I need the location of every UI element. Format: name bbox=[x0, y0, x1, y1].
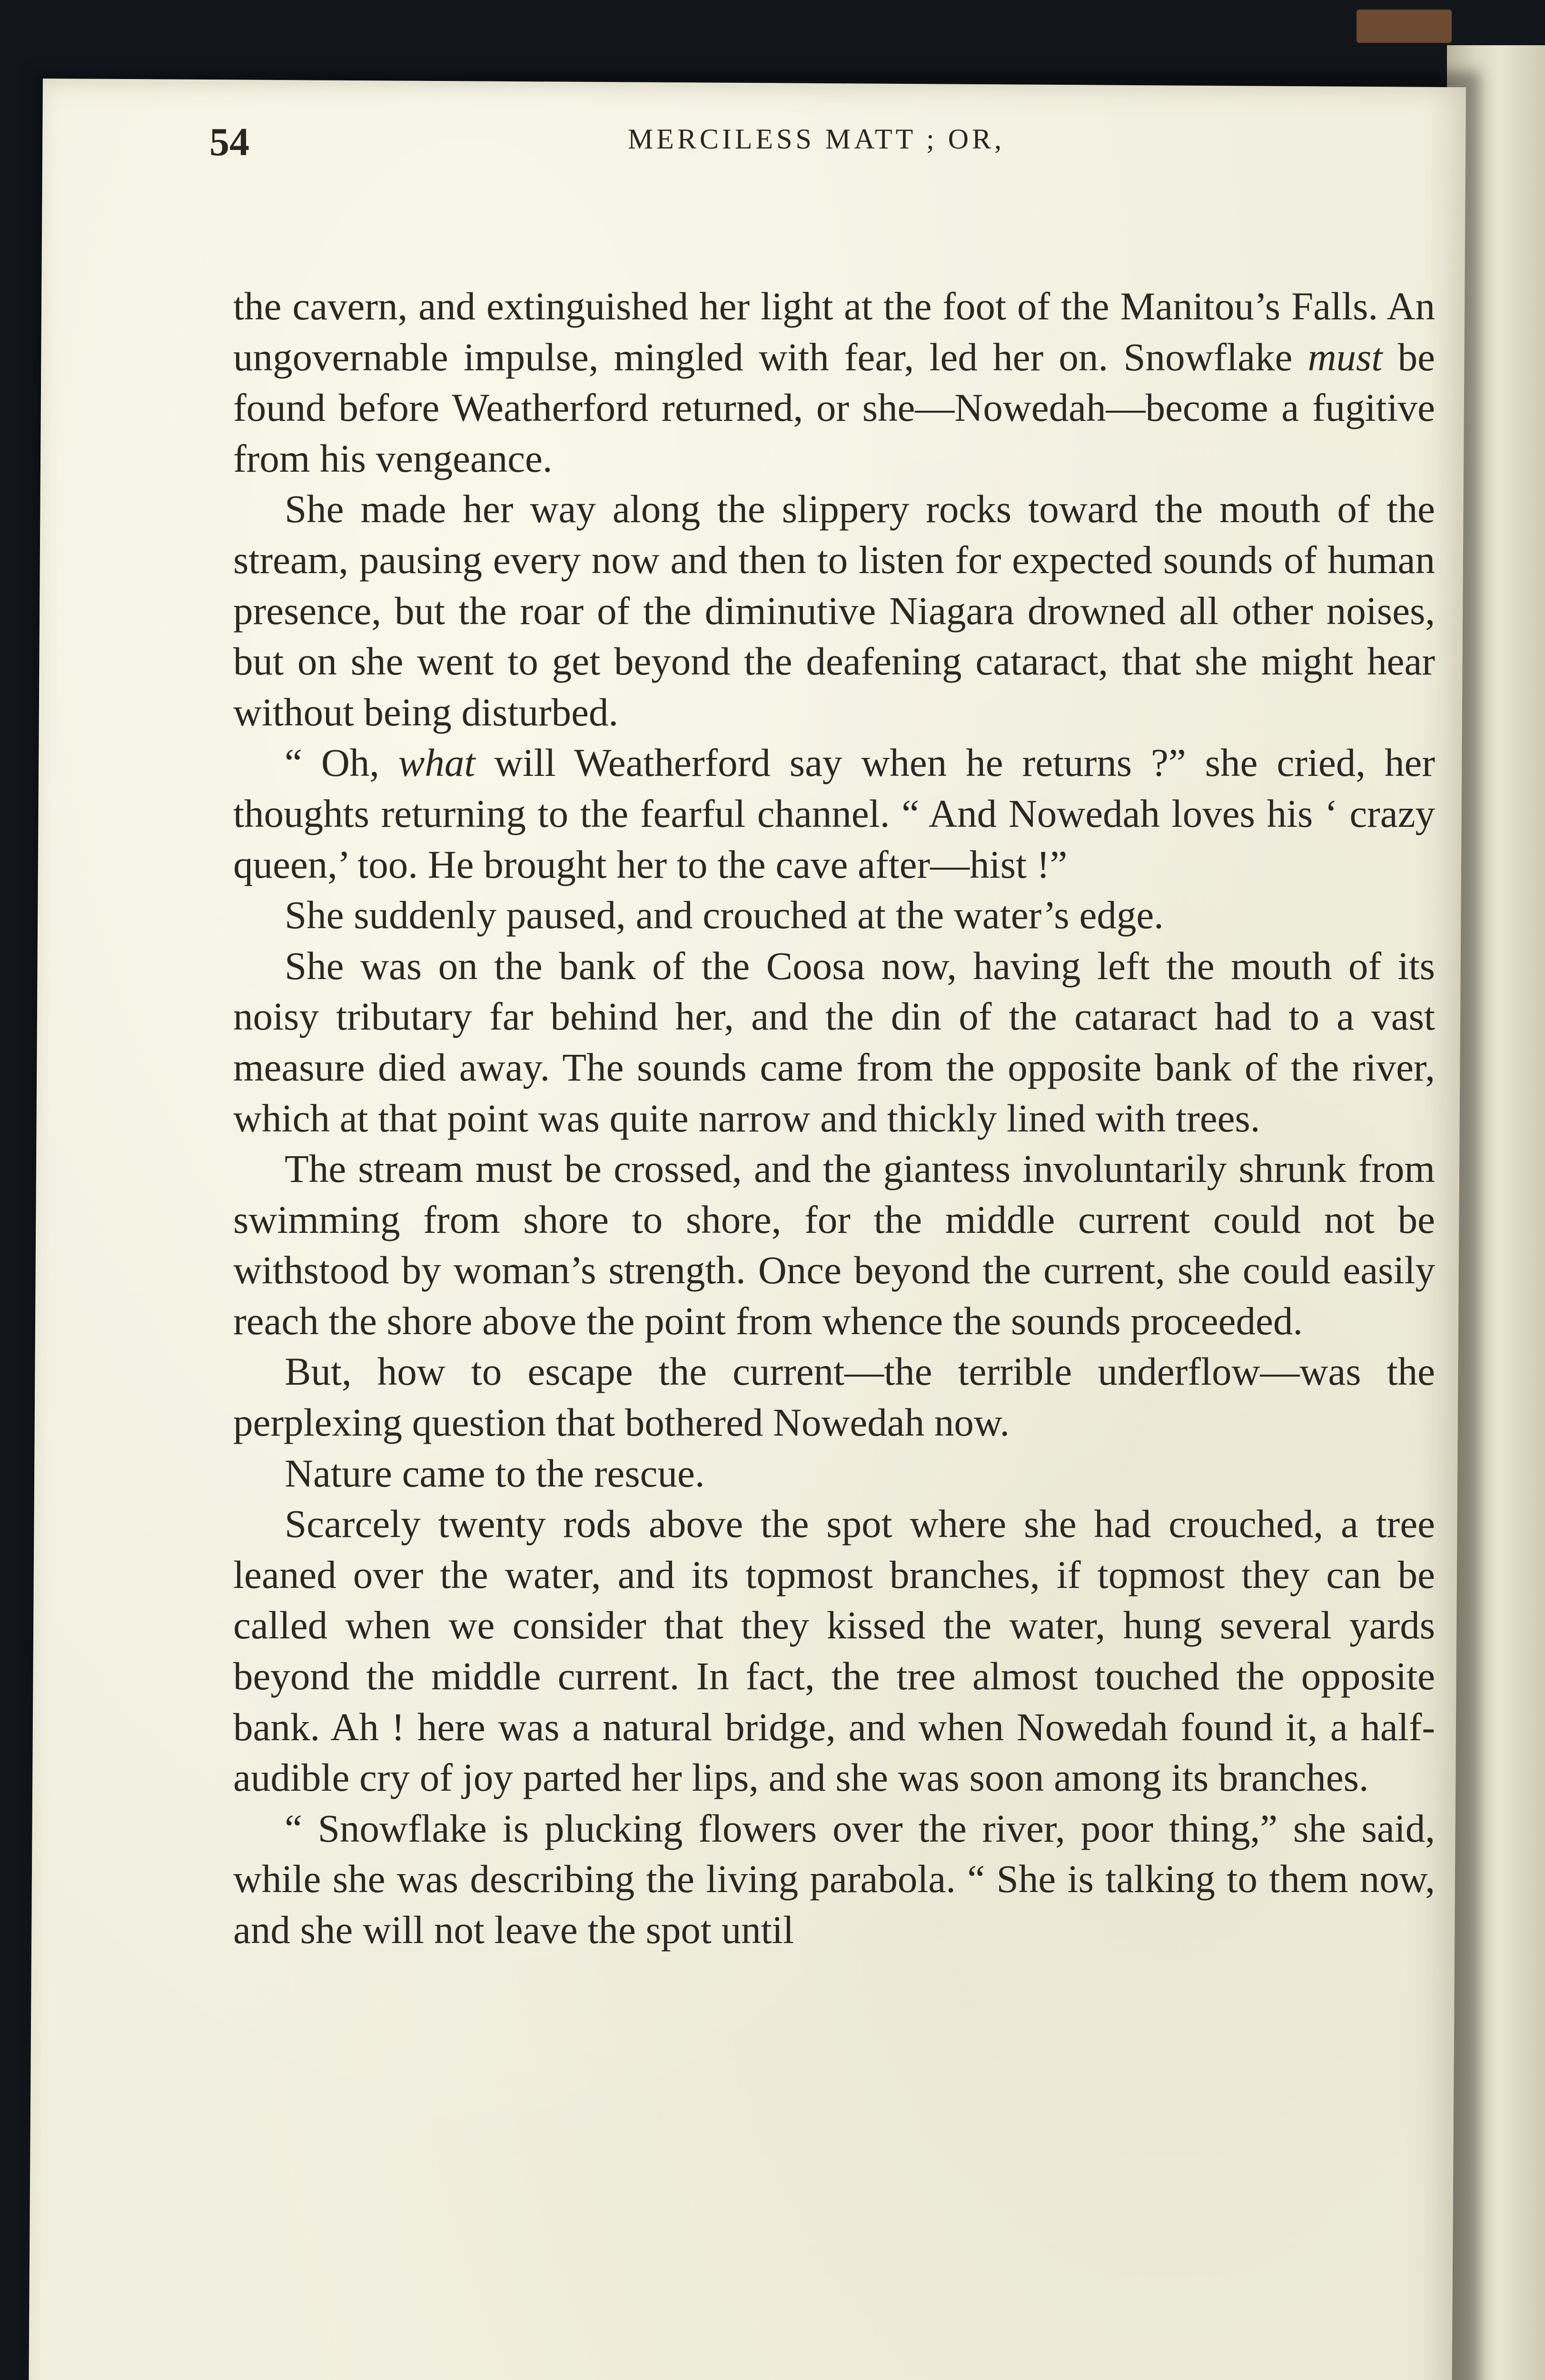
text-run: “ Oh, bbox=[285, 741, 399, 785]
book-spine-edge bbox=[1357, 10, 1452, 43]
text-run: the cavern, and extinguished her light at the foot of the Manitou’s Falls. An ungovernable impulse, mingled with fear, led her on. Snowflake bbox=[233, 284, 1435, 379]
running-head: MERCILESS MATT ; OR, bbox=[627, 123, 1005, 155]
paragraph bbox=[233, 1498, 1435, 1803]
paragraph bbox=[233, 1143, 1435, 1346]
paragraph bbox=[233, 484, 1435, 737]
text-run: Scarcely twenty rods above the spot where she had crouched, a tree leaned over the water, and its topmost branches, if topmost they can be called when we consider that they kissed the water, hung several yards beyond the middle current. In fact, the tree almost touched the opposite bank. Ah ! here was a natural bridge, and when Nowedah found it, a half-audible cry of joy parted her lips, and she was soon among its branches. bbox=[233, 1502, 1435, 1800]
text-run: be found before Weatherford returned, or she—Nowedah—become a fugitive from his vengeance. bbox=[233, 335, 1436, 480]
paragraph bbox=[233, 1803, 1435, 1955]
text-run: Nature came to the rescue. bbox=[285, 1451, 705, 1495]
page-header bbox=[209, 119, 1423, 181]
page-number: 54 bbox=[209, 120, 249, 164]
paragraph bbox=[233, 890, 1435, 941]
text-run: She was on the bank of the Coosa now, having left the mouth of its noisy tributary far behind her, and the din of the cataract had to a vast measure died away. The sounds came from the opposite bank of the river, which at that point was quite narrow and thickly lined with trees. bbox=[233, 943, 1435, 1140]
text-run: She made her way along the slippery rocks toward the mouth of the stream, pausing every now and then to listen for expected sounds of human presence, but the roar of the diminutive Niagara drowned all other noises, but on she went to get beyond the deafening cataract, that she might hear without being disturbed. bbox=[233, 487, 1435, 734]
text-run: The stream must be crossed, and the giantess involuntarily shrunk from swimming from shore to shore, for the middle current could not be withstood by woman’s strength. Once beyond the current, she could easily reach the shore above the point from whence the sounds proceeded. bbox=[233, 1147, 1435, 1343]
paragraph bbox=[233, 281, 1435, 484]
text-run: “ Snowflake is plucking flowers over the river, poor thing,” she said, while she was describing the living parabola. “ She is talking to them now, and she will not leave the spot until bbox=[233, 1806, 1435, 1952]
paragraph bbox=[233, 737, 1435, 890]
italic-text: must bbox=[1307, 335, 1383, 379]
text-run: But, how to escape the current—the terrible underflow—was the perplexing question that bothered Nowedah now. bbox=[233, 1349, 1435, 1445]
italic-text: what bbox=[398, 741, 475, 785]
paragraph bbox=[233, 941, 1435, 1143]
text-run: She suddenly paused, and crouched at the water’s edge. bbox=[285, 893, 1164, 937]
paragraph bbox=[233, 1346, 1435, 1448]
paragraph bbox=[233, 1448, 1435, 1499]
text-run: will Weatherford say when he returns ?” she cried, her thoughts returning to the fearful channel. “ And Nowedah loves his ‘ crazy queen,’ too. He brought her to the cave after—hist !” bbox=[233, 741, 1435, 886]
body-text bbox=[233, 281, 1435, 1955]
